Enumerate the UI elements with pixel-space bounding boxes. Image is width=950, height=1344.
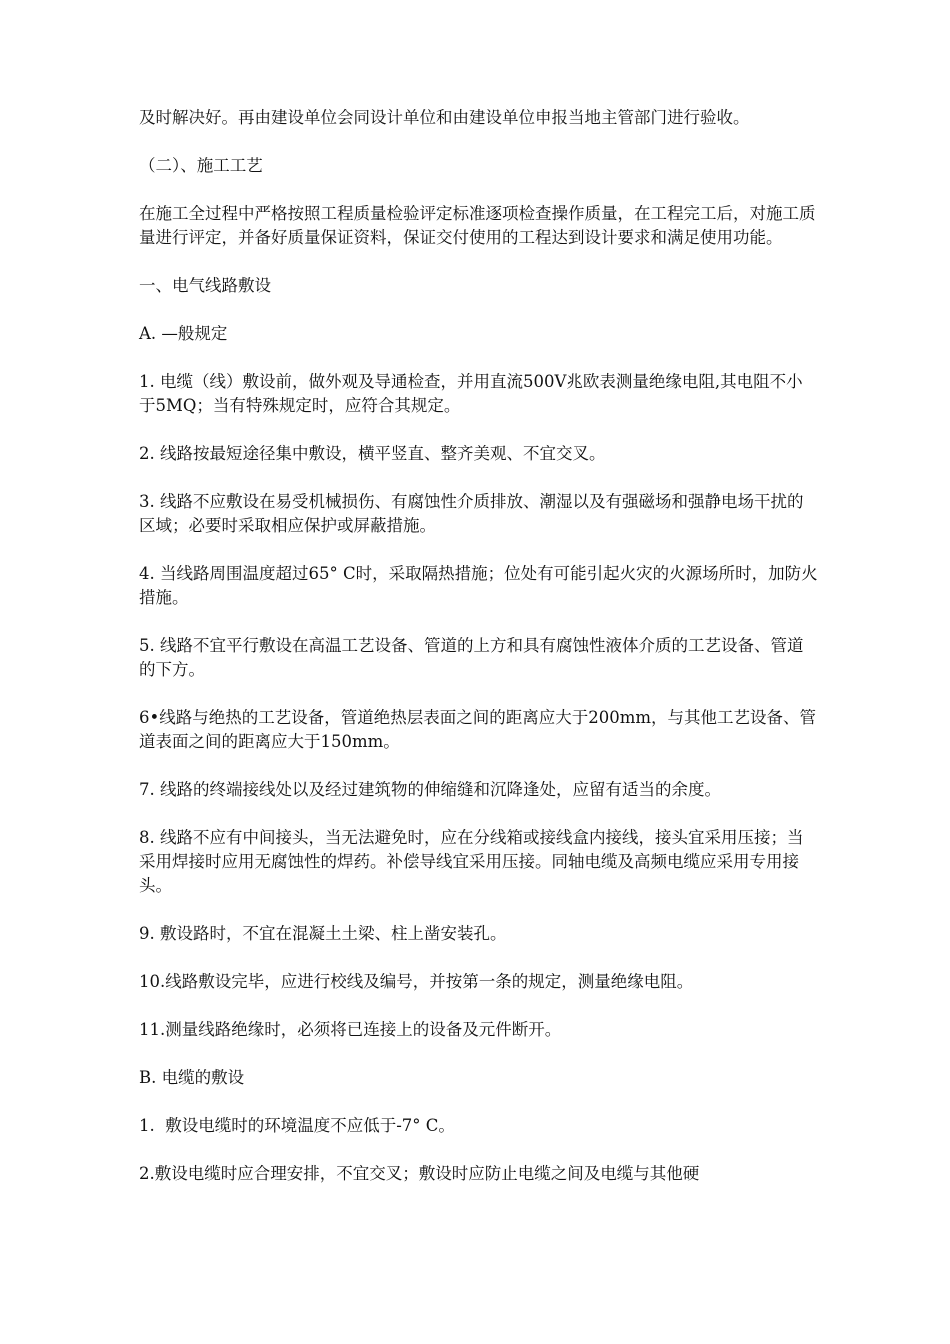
document-body xyxy=(139,106,819,1210)
subheading-general-rules: A. —般规定 xyxy=(139,324,228,343)
rule-item-1: 1. 电缆（线）敷设前，做外观及导通检查，并用直流500V兆欧表测量绝缘电阻,其电阻不小于5MQ；当有特殊规定时，应符合其规定。 xyxy=(139,372,803,415)
rule-item-2: 2. 线路按最短途径集中敷设，横平竖直、整齐美观、不宜交叉。 xyxy=(139,444,606,463)
heading-electrical-wiring: 一、电气线路敷设 xyxy=(139,276,271,295)
rule-item-8: 8. 线路不应有中间接头，当无法避免时，应在分线箱或接线盒内接线，接头宜采用压接；当采用焊接时应用无腐蚀性的焊药。补偿导线宜采用压接。同轴电缆及高频电缆应采用专用接头。 xyxy=(139,828,804,895)
rule-item-11: 11.测量线路绝缘时，必须将已连接上的设备及元件断开。 xyxy=(139,1020,562,1039)
rule-item-4: 4. 当线路周围温度超过65° C时，采取隔热措施；位处有可能引起火灾的火源场所时，加防火措施。 xyxy=(139,564,818,607)
rule-item-3: 3. 线路不应敷设在易受机械损伤、有腐蚀性介质排放、潮湿以及有强磁场和强静电场干扰的区域；必要时采取相应保护或屏蔽措施。 xyxy=(139,492,804,535)
rule-item-7: 7. 线路的终端接线处以及经过建筑物的伸缩缝和沉降逢处，应留有适当的余度。 xyxy=(139,780,721,799)
rule-item-6: 6•线路与绝热的工艺设备，管道绝热层表面之间的距离应大于200mm，与其他工艺设备、管道表面之间的距离应大于150mm。 xyxy=(139,708,817,751)
paragraph-quality-inspection: 在施工全过程中严格按照工程质量检验评定标准逐项检查操作质量，在工程完工后，对施工质量进行评定，并备好质量保证资料，保证交付使用的工程达到设计要求和满足使用功能。 xyxy=(139,204,816,247)
cable-item-2: 2.敷设电缆时应合理安排，不宜交叉；敷设时应防止电缆之间及电缆与其他硬 xyxy=(139,1164,700,1183)
cable-item-1: 1. 敷设电缆时的环境温度不应低于-7° C。 xyxy=(139,1116,455,1135)
rule-item-9: 9. 敷设路时，不宜在混凝土土梁、柱上凿安装孔。 xyxy=(139,924,507,943)
paragraph-continuation: 及时解决好。再由建设单位会同设计单位和由建设单位申报当地主管部门进行验收。 xyxy=(139,108,750,127)
subheading-cable-laying: B. 电缆的敷设 xyxy=(139,1068,245,1087)
section-heading-construction-process: （二）、施工工艺 xyxy=(139,156,263,175)
rule-item-10: 10.线路敷设完毕，应进行校线及编号，并按第一条的规定，测量绝缘电阻。 xyxy=(139,972,694,991)
rule-item-5: 5. 线路不宜平行敷设在高温工艺设备、管道的上方和具有腐蚀性液体介质的工艺设备、管道的下方。 xyxy=(139,636,804,679)
